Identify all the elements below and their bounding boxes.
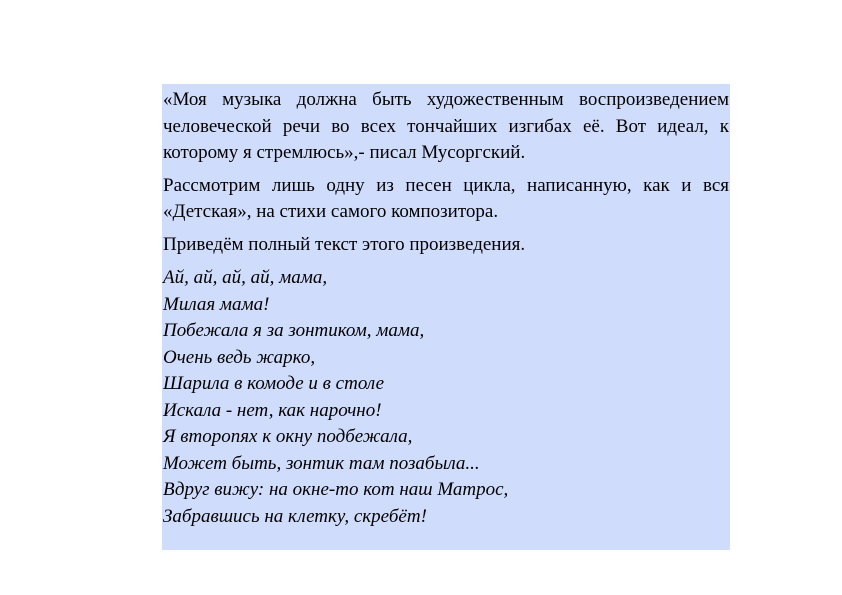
poem-line: Забравшись на клетку, скребёт!: [163, 505, 427, 527]
intro-paragraph: Рассмотрим лишь одну из песен цикла, написанную, как и вся «Детская», на стихи самого композитора.: [163, 174, 729, 222]
lead-in-paragraph: Приведём полный текст этого произведения.: [163, 233, 526, 255]
poem-line: Может быть, зонтик там позабыла...: [163, 452, 480, 474]
poem-line: Ай, ай, ай, ай, мама,: [163, 267, 328, 288]
poem-line: Вдруг вижу: на окне-то кот наш Матрос,: [163, 479, 509, 500]
poem-line: Побежала я за зонтиком, мама,: [163, 320, 425, 341]
poem-line: Шарила в комоде и в столе: [163, 373, 385, 394]
poem-line: Милая мама!: [163, 293, 270, 315]
poem-line: Искала - нет, как нарочно!: [163, 399, 382, 421]
poem-line: Очень ведь жарко,: [163, 346, 316, 368]
quote-paragraph: «Моя музыка должна быть художественным воспроизведением человеческой речи во всех тончайших изгибах её. Вот идеал, к которому я стремлюсь»,- писал Мусоргский.: [163, 89, 729, 163]
text-box: [162, 84, 730, 550]
poem-text: [163, 265, 729, 530]
poem-line: Я второпях к окну подбежала,: [163, 426, 413, 447]
